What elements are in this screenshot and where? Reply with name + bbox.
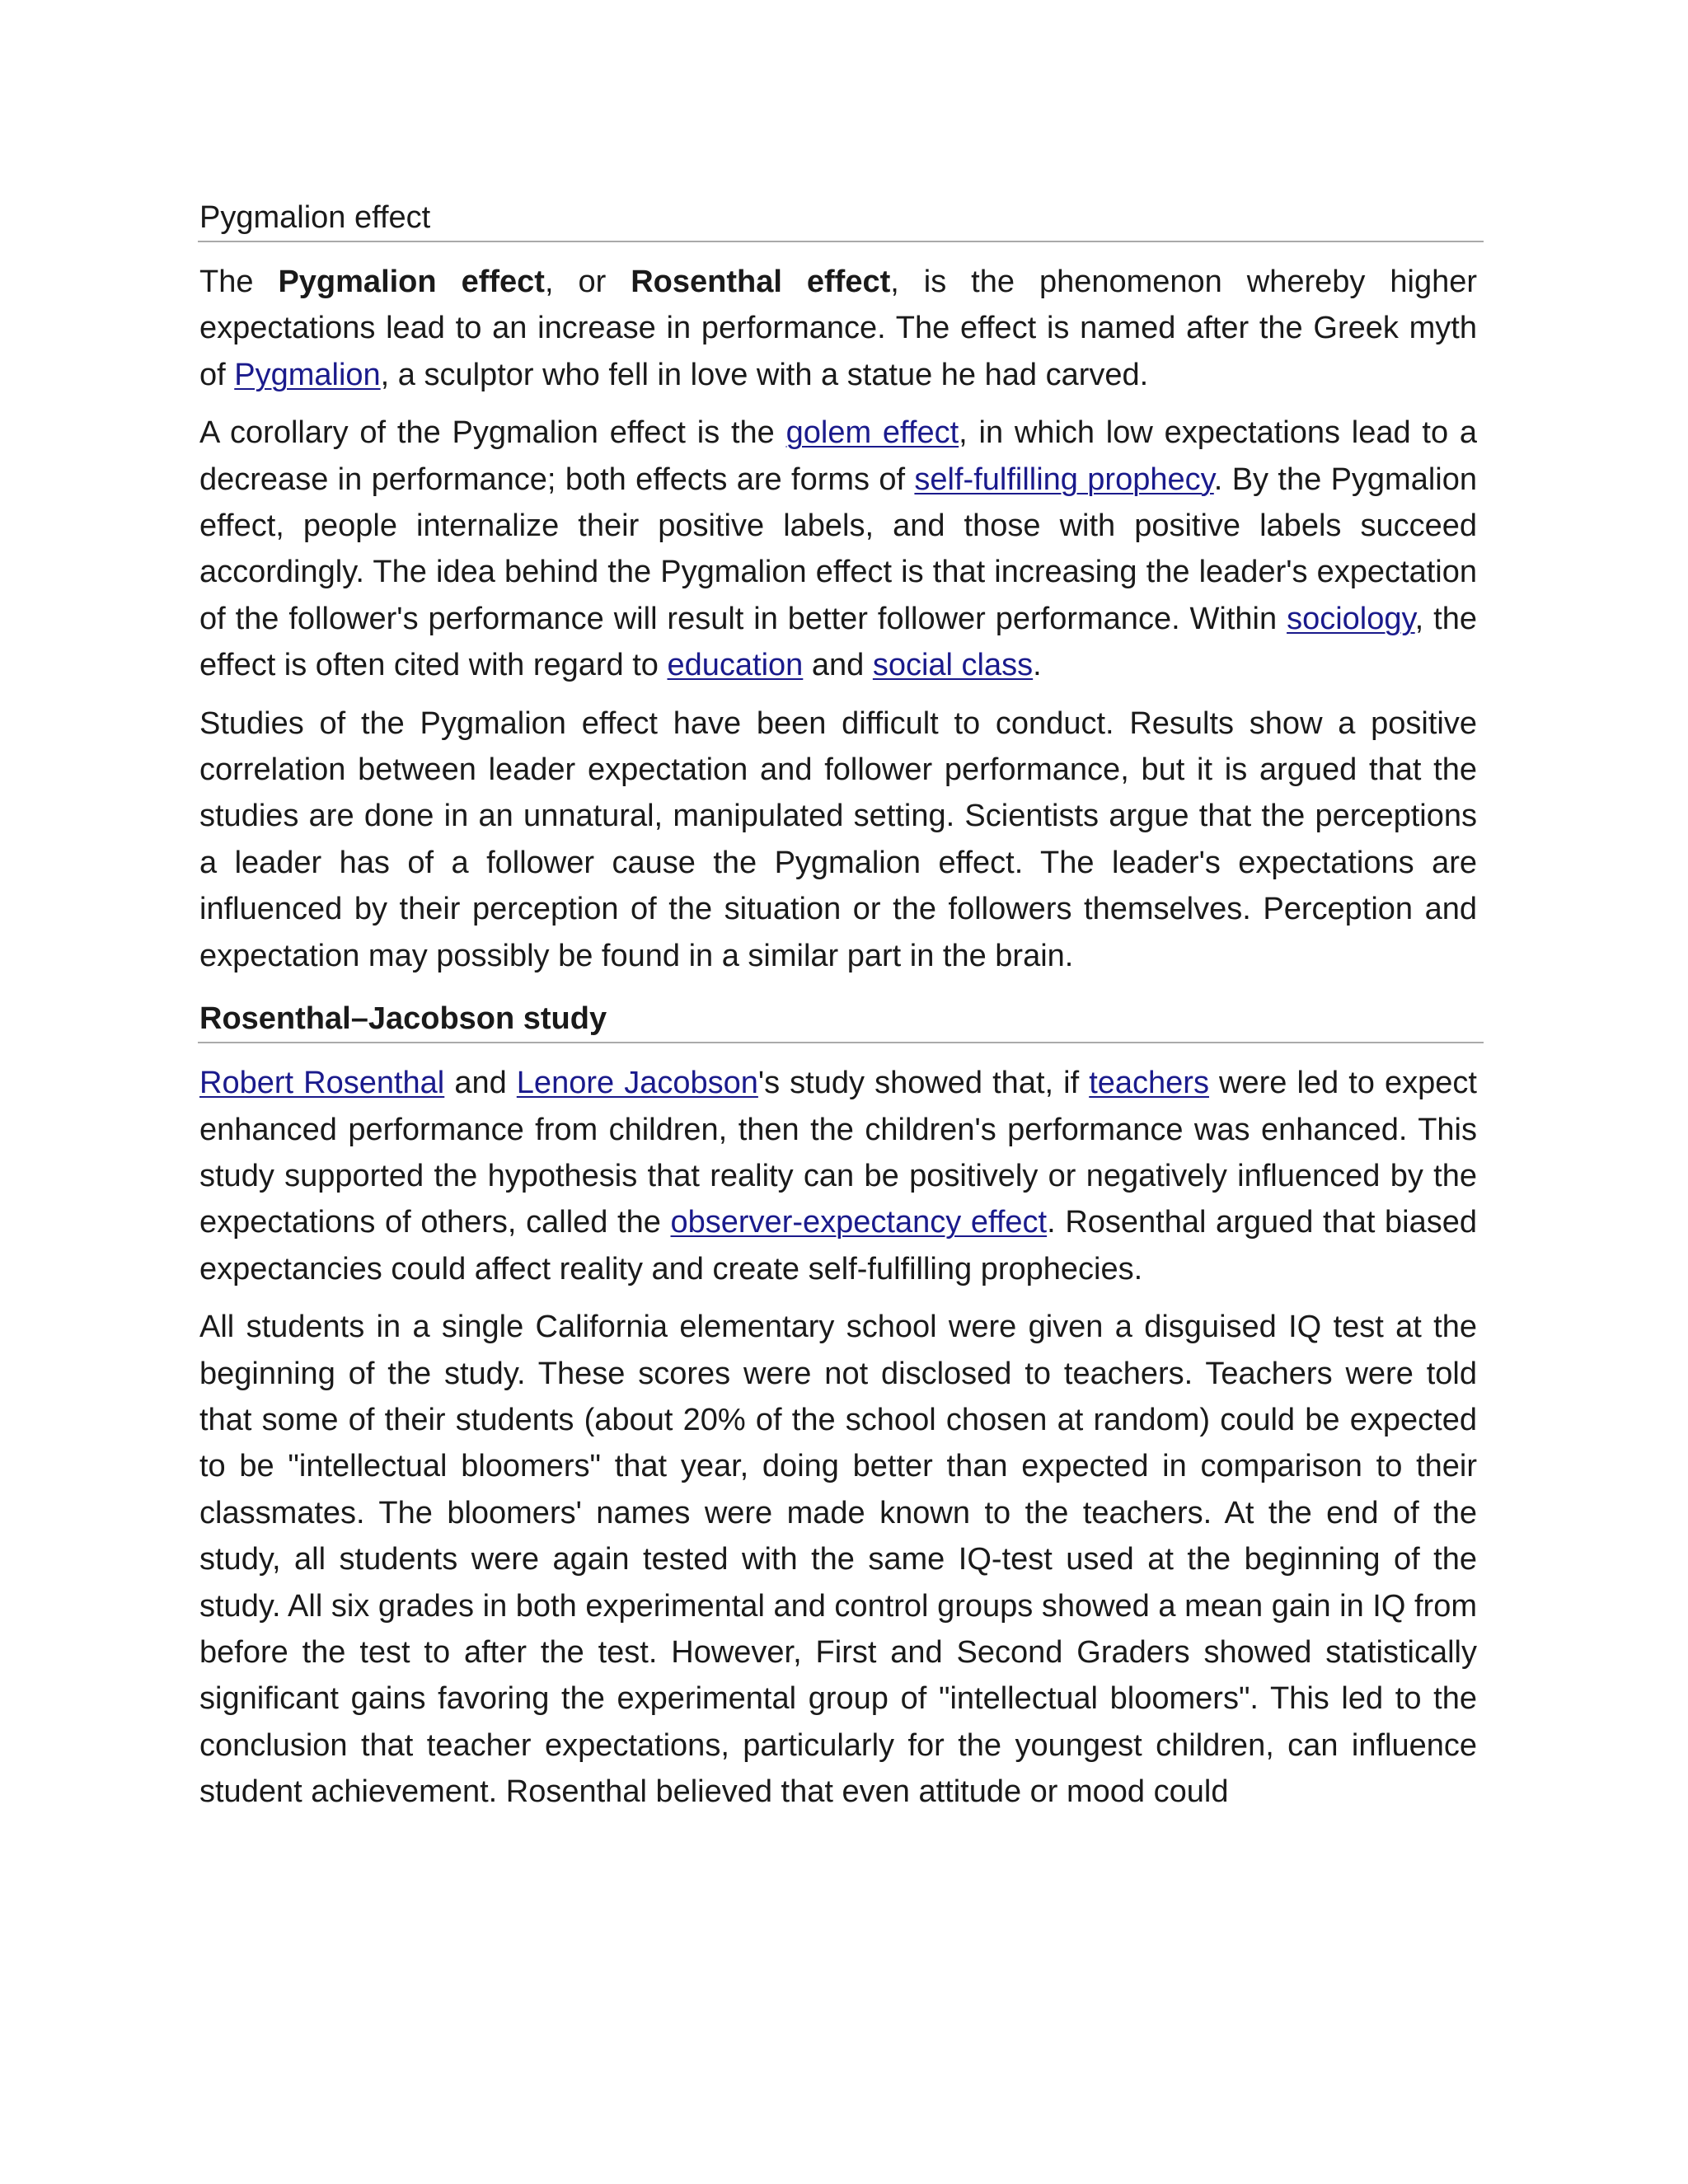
section-heading-rosenthal-jacobson: Rosenthal–Jacobson study <box>198 997 1484 1043</box>
link-social-class[interactable]: social class <box>872 648 1034 683</box>
link-robert-rosenthal[interactable]: Robert Rosenthal <box>199 1066 445 1101</box>
link-lenore-jacobson[interactable]: Lenore Jacobson <box>516 1066 758 1101</box>
page-title: Pygmalion effect <box>198 196 1484 242</box>
link-observer-expectancy-effect[interactable]: observer-expectancy effect <box>670 1205 1048 1240</box>
link-pygmalion[interactable]: Pygmalion <box>234 357 381 392</box>
link-self-fulfilling-prophecy[interactable]: self-fulfilling prophecy <box>914 462 1214 497</box>
term-rosenthal-effect: Rosenthal effect <box>631 265 891 299</box>
paragraph-rosenthal-jacobson: Robert Rosenthal and Lenore Jacobson's study showed that, if teachers were led to expect enhanced performance from children, then the children's performance was enhanced. This study supported the hypothesis that reality can be positively or negatively influenced by the expectations of others, called the observer-expectancy effect. Rosenthal argued that biased expectancies could affect reality and create self-fulfilling prophecies. <box>199 1066 1478 1286</box>
link-sociology[interactable]: sociology <box>1287 601 1415 636</box>
term-pygmalion-effect: Pygmalion effect <box>278 265 545 299</box>
paragraph-corollary: A corollary of the Pygmalion effect is the golem effect, in which low expectations lead to a decrease in performance; both effects are forms of self-fulfilling prophecy. By the Pygmalion effect, people internalize their positive labels, and those with positive labels succeed accordingly. The idea behind the Pygmalion effect is that increasing the leader's expectation of the follower's performance will result in better follower performance. Within sociology, the effect is often cited with regard to education and social class. <box>199 415 1477 683</box>
link-education[interactable]: education <box>667 648 804 683</box>
link-golem-effect[interactable]: golem effect <box>785 415 959 451</box>
paragraph-california-study: All students in a single California elementary school were given a disguised IQ test at the beginning of the study. These scores were not disclosed to teachers. Teachers were told that some of their students (about 20% of the school chosen at random) could be expected to be "intellectual bloomers" that year, doing better than expected in comparison to their classmates. The bloomers' names were made known to the teachers. At the end of the study, all students were again tested with the same IQ-test used at the beginning of the study. All six grades in both experimental and control groups showed a mean gain in IQ from before the test to after the test. However, First and Second Graders showed statistically significant gains favoring the experimental group of "intellectual bloomers". This led to the conclusion that teacher expectations, particularly for the youngest children, can influence student achievement. Rosenthal believed that even attitude or mood could <box>199 1310 1477 1810</box>
document-page <box>198 196 1484 1816</box>
paragraph-intro: The Pygmalion effect, or Rosenthal effect, is the phenomenon whereby higher expectations lead to an increase in performance. The effect is named after the Greek myth of Pygmalion, a sculptor who fell in love with a statue he had carved. <box>199 265 1478 392</box>
paragraph-studies: Studies of the Pygmalion effect have been difficult to conduct. Results show a positive correlation between leader expectation and follower performance, but it is argued that the studies are done in an unnatural, manipulated setting. Scientists argue that the perceptions a leader has of a follower cause the Pygmalion effect. The leader's expectations are influenced by their perception of the situation or the followers themselves. Perception and expectation may possibly be found in a similar part in the brain. <box>199 705 1477 973</box>
link-teachers[interactable]: teachers <box>1089 1066 1209 1101</box>
